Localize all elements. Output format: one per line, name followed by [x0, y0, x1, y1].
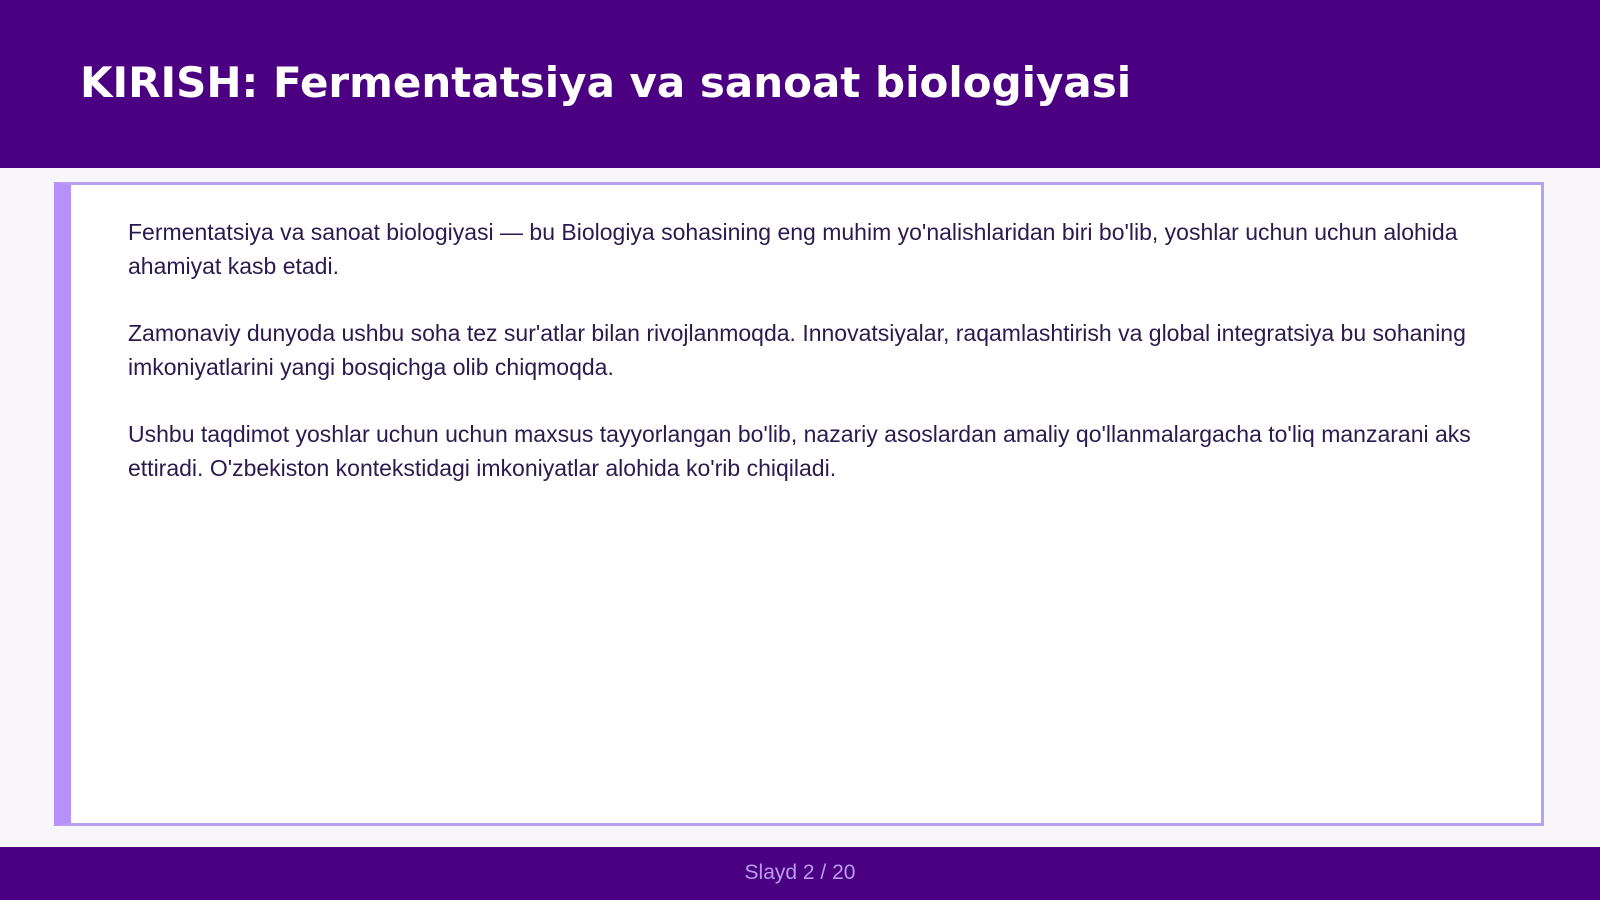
paragraph-3: Ushbu taqdimot yoshlar uchun uchun maxsus tayyorlangan bo'lib, nazariy asoslardan amaliy qo'llanmalargacha to'liq manzarani aks ettiradi. O'zbekiston kontekstidagi imkoniyatlar alohida ko'rib chiqiladi. — [128, 421, 1471, 481]
paragraph-2: Zamonaviy dunyoda ushbu soha tez sur'atlar bilan rivojlanmoqda. Innovatsiyalar, raqamlashtirish va global integratsiya bu sohaning imkoniyatlarini yangi bosqichga olib chiqmoqda. — [128, 320, 1466, 380]
slide-header — [0, 0, 1600, 168]
slide-title: KIRISH: Fermentatsiya va sanoat biologiyasi — [80, 58, 1132, 107]
paragraph-1: Fermentatsiya va sanoat biologiyasi — bu Biologiya sohasining eng muhim yo'nalishlaridan biri bo'lib, yoshlar uchun uchun alohida ahamiyat kasb etadi. — [128, 219, 1458, 279]
slide-footer — [0, 847, 1600, 900]
slide-counter: Slayd 2 / 20 — [744, 861, 856, 884]
content-body — [128, 215, 1533, 518]
content-card — [54, 182, 1544, 826]
